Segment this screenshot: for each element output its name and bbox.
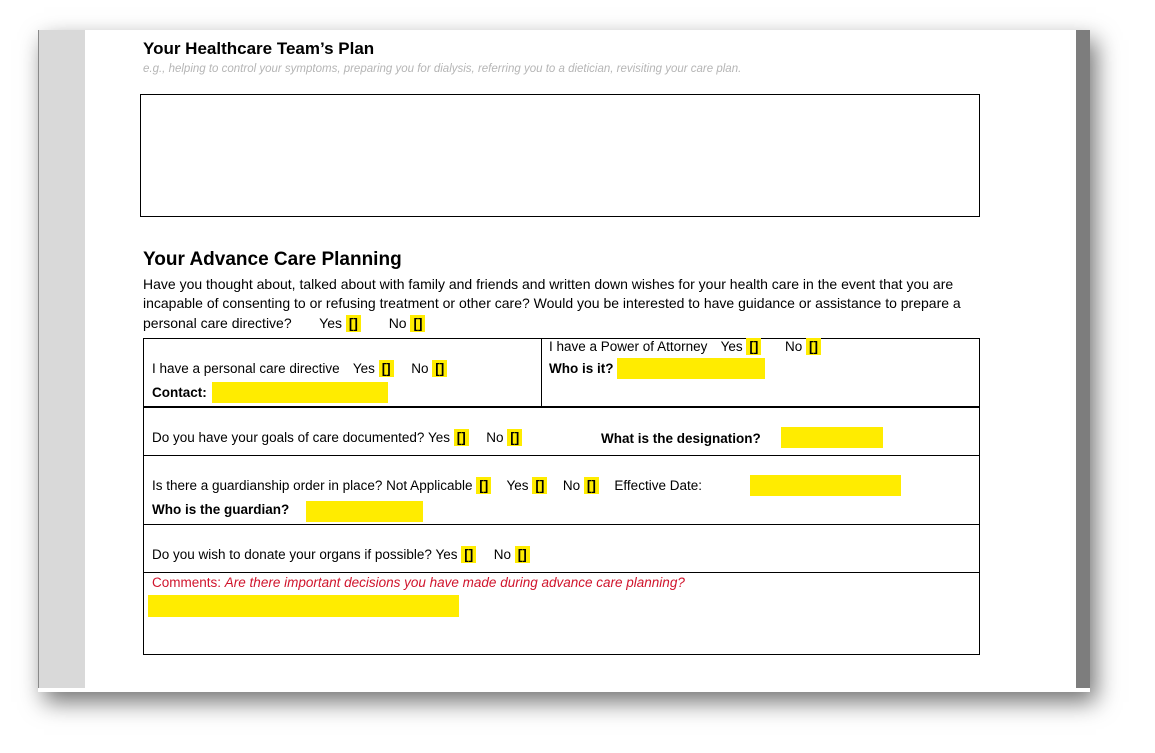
acp-intro-line-1: Have you thought about, talked about with family and friends and written down wishes for your health care in the event that you are	[143, 276, 954, 292]
table-row-divider-3	[143, 524, 980, 525]
comments-label: Comments:	[152, 575, 222, 590]
comments-row	[152, 575, 685, 590]
who-is-it-field[interactable]	[617, 358, 765, 379]
organs-no-label: No	[493, 547, 512, 562]
goals-yes-checkbox[interactable]: []	[454, 429, 469, 446]
acp-title: Your Advance Care Planning	[143, 249, 402, 270]
poa-no-label: No	[784, 339, 803, 354]
guardian-field[interactable]	[306, 501, 423, 522]
organs-label: Do you wish to donate your organs if possible?	[152, 547, 432, 562]
table-row-divider-4	[143, 572, 980, 573]
comments-field[interactable]	[148, 595, 459, 617]
designation-field[interactable]	[781, 427, 883, 448]
acp-intro-line-2: incapable of consenting to or refusing treatment or other care? Would you be interested to have guidance or assistance to prepare a	[143, 295, 961, 311]
right-margin-strip	[1076, 30, 1090, 688]
not-applicable-checkbox[interactable]: []	[476, 477, 491, 494]
guardianship-yes-checkbox[interactable]: []	[532, 477, 547, 494]
organs-row	[152, 546, 530, 563]
goals-row	[152, 429, 522, 446]
table-divider-vertical	[541, 338, 542, 407]
poa-no-checkbox[interactable]: []	[806, 338, 821, 355]
interest-no-checkbox[interactable]: []	[410, 315, 425, 332]
poa-yes-label: Yes	[720, 339, 743, 354]
left-margin-strip	[38, 30, 86, 688]
who-is-it-label: Who is it?	[549, 361, 614, 376]
effective-date-label: Effective Date:	[614, 478, 702, 493]
not-applicable-label: Not Applicable	[386, 478, 473, 493]
organs-yes-checkbox[interactable]: []	[461, 546, 476, 563]
contact-label: Contact:	[152, 385, 207, 400]
interest-yes-label: Yes	[319, 315, 343, 331]
designation-label: What is the designation?	[601, 431, 761, 446]
organs-yes-label: Yes	[435, 547, 458, 562]
guardianship-label: Is there a guardianship order in place?	[152, 478, 383, 493]
directive-yes-label: Yes	[352, 361, 375, 376]
organs-no-checkbox[interactable]: []	[515, 546, 530, 563]
interest-no-label: No	[388, 315, 407, 331]
effective-date-field[interactable]	[750, 475, 901, 496]
directive-label: I have a personal care directive	[152, 361, 340, 376]
goals-no-checkbox[interactable]: []	[507, 429, 522, 446]
table-row-divider-2	[143, 455, 980, 456]
comments-prompt: Are there important decisions you have made during advance care planning?	[224, 575, 685, 590]
contact-field[interactable]	[212, 382, 388, 403]
poa-row	[549, 338, 821, 355]
acp-intro-line-3-text: personal care directive?	[143, 315, 292, 331]
directive-no-checkbox[interactable]: []	[432, 360, 447, 377]
interest-yes-checkbox[interactable]: []	[346, 315, 361, 332]
guardianship-no-checkbox[interactable]: []	[584, 477, 599, 494]
directive-row	[152, 360, 447, 377]
guardianship-row	[152, 477, 702, 494]
guardianship-yes-label: Yes	[506, 478, 529, 493]
team-plan-hint: e.g., helping to control your symptoms, preparing you for dialysis, referring you to a dietician, revisiting your care plan.	[143, 63, 742, 75]
poa-label: I have a Power of Attorney	[549, 339, 708, 354]
acp-intro-line-3	[143, 314, 425, 334]
team-plan-textbox[interactable]	[140, 94, 980, 217]
guardian-label: Who is the guardian?	[152, 502, 290, 517]
goals-label: Do you have your goals of care documented?	[152, 430, 425, 445]
goals-no-label: No	[486, 430, 504, 445]
table-row-divider-1	[143, 406, 980, 408]
guardianship-no-label: No	[562, 478, 581, 493]
goals-yes-label: Yes	[427, 430, 450, 445]
directive-yes-checkbox[interactable]: []	[379, 360, 394, 377]
directive-no-label: No	[411, 361, 429, 376]
team-plan-title: Your Healthcare Team’s Plan	[143, 39, 375, 58]
poa-yes-checkbox[interactable]: []	[746, 338, 761, 355]
